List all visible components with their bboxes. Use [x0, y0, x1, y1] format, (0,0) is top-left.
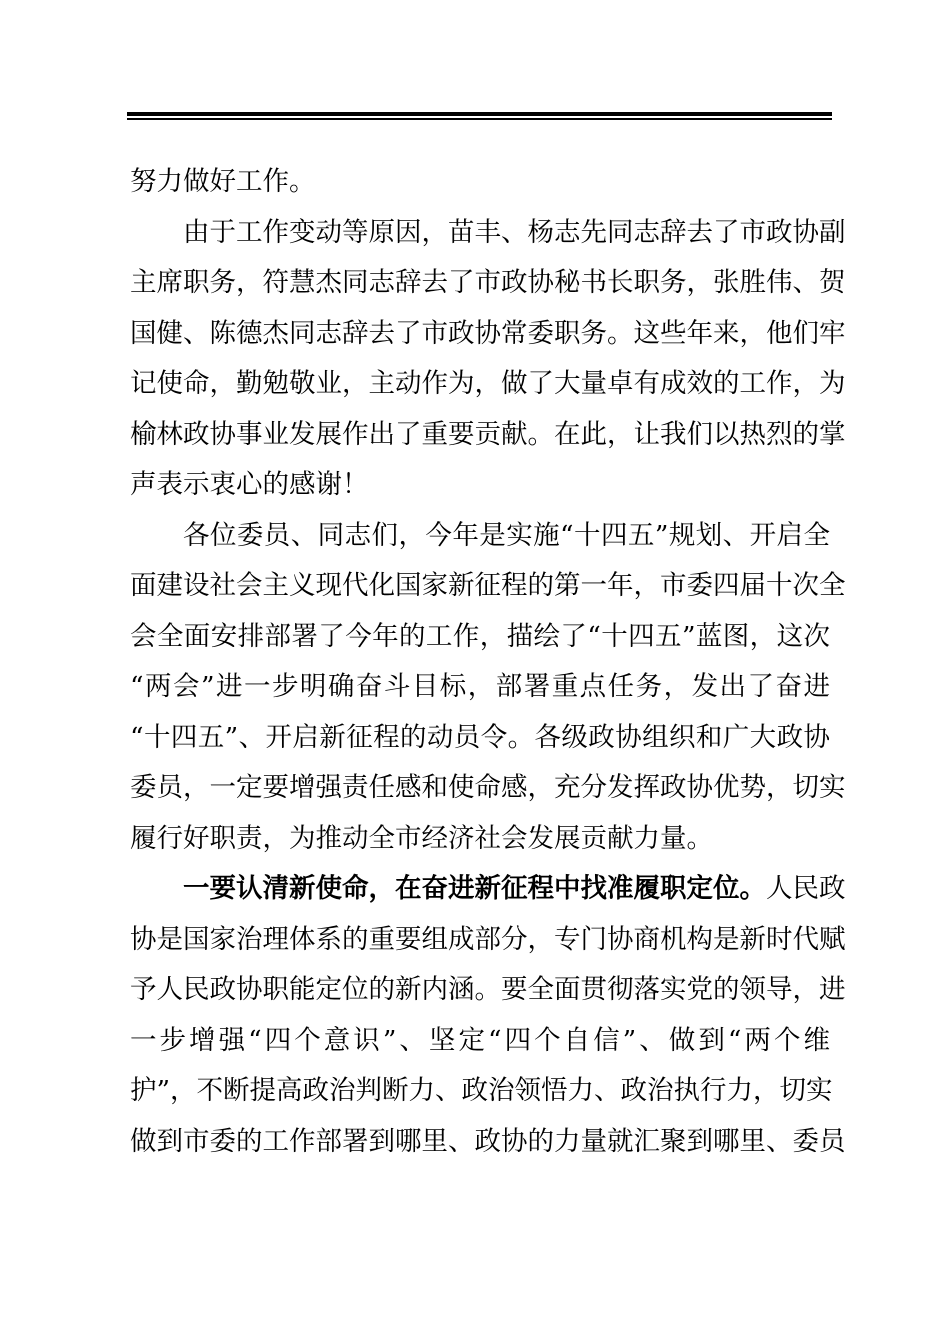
header-double-rule: [127, 112, 832, 120]
text-line: “两会”进一步明确奋斗目标，部署重点任务，发出了奋进: [130, 671, 830, 702]
text-line: 榆林政协事业发展作出了重要贡献。在此，让我们以热烈的掌: [130, 418, 846, 450]
text-line: 主席职务，符慧杰同志辞去了市政协秘书长职务，张胜伟、贺: [130, 267, 846, 298]
text-line: 委员，一定要增强责任感和使命感，充分发挥政协优势，切实: [130, 772, 846, 803]
text-line: 履行好职责，为推动全市经济社会发展贡献力量。: [130, 822, 713, 854]
header-rule-thin: [127, 118, 832, 120]
text-line: 予人民政协职能定位的新内涵。要全面贯彻落实党的领导，进: [130, 974, 846, 1005]
paragraph-first-line: 由于工作变动等原因，苗丰、杨志先同志辞去了市政协副: [183, 216, 846, 248]
section-heading: 一要认清新使命，在奋进新征程中找准履职定位。: [183, 873, 766, 904]
paragraph-first-line: [130, 864, 846, 915]
text-line: 协是国家治理体系的重要组成部分，专门协商机构是新时代赋: [130, 923, 846, 955]
text-line: 国健、陈德杰同志辞去了市政协常委职务。这些年来，他们牢: [130, 317, 846, 349]
text-line: 做到市委的工作部署到哪里、政协的力量就汇聚到哪里、委员: [130, 1125, 846, 1157]
text-line: 面建设社会主义现代化国家新征程的第一年，市委四届十次全: [130, 570, 846, 601]
text-line: 努力做好工作。: [130, 166, 316, 197]
document-body: [130, 157, 846, 1167]
text-line: 护”，不断提高政治判断力、政治领悟力、政治执行力，切实: [130, 1075, 833, 1106]
text-line: 记使命，勤勉敬业，主动作为，做了大量卓有成效的工作，为: [130, 368, 846, 399]
text-line: 声表示衷心的感谢！: [130, 469, 369, 500]
text-line: 一步增强“四个意识”、坚定“四个自信”、做到“两个维: [130, 1024, 830, 1056]
paragraph-first-line: 各位委员、同志们，今年是实施“十四五”规划、开启全: [183, 519, 830, 551]
text-line: “十四五”、开启新征程的动员令。各级政协组织和广大政协: [130, 721, 830, 753]
heading-continuation: 人民政: [766, 873, 846, 904]
text-line: 会全面安排部署了今年的工作，描绘了“十四五”蓝图，这次: [130, 620, 830, 652]
